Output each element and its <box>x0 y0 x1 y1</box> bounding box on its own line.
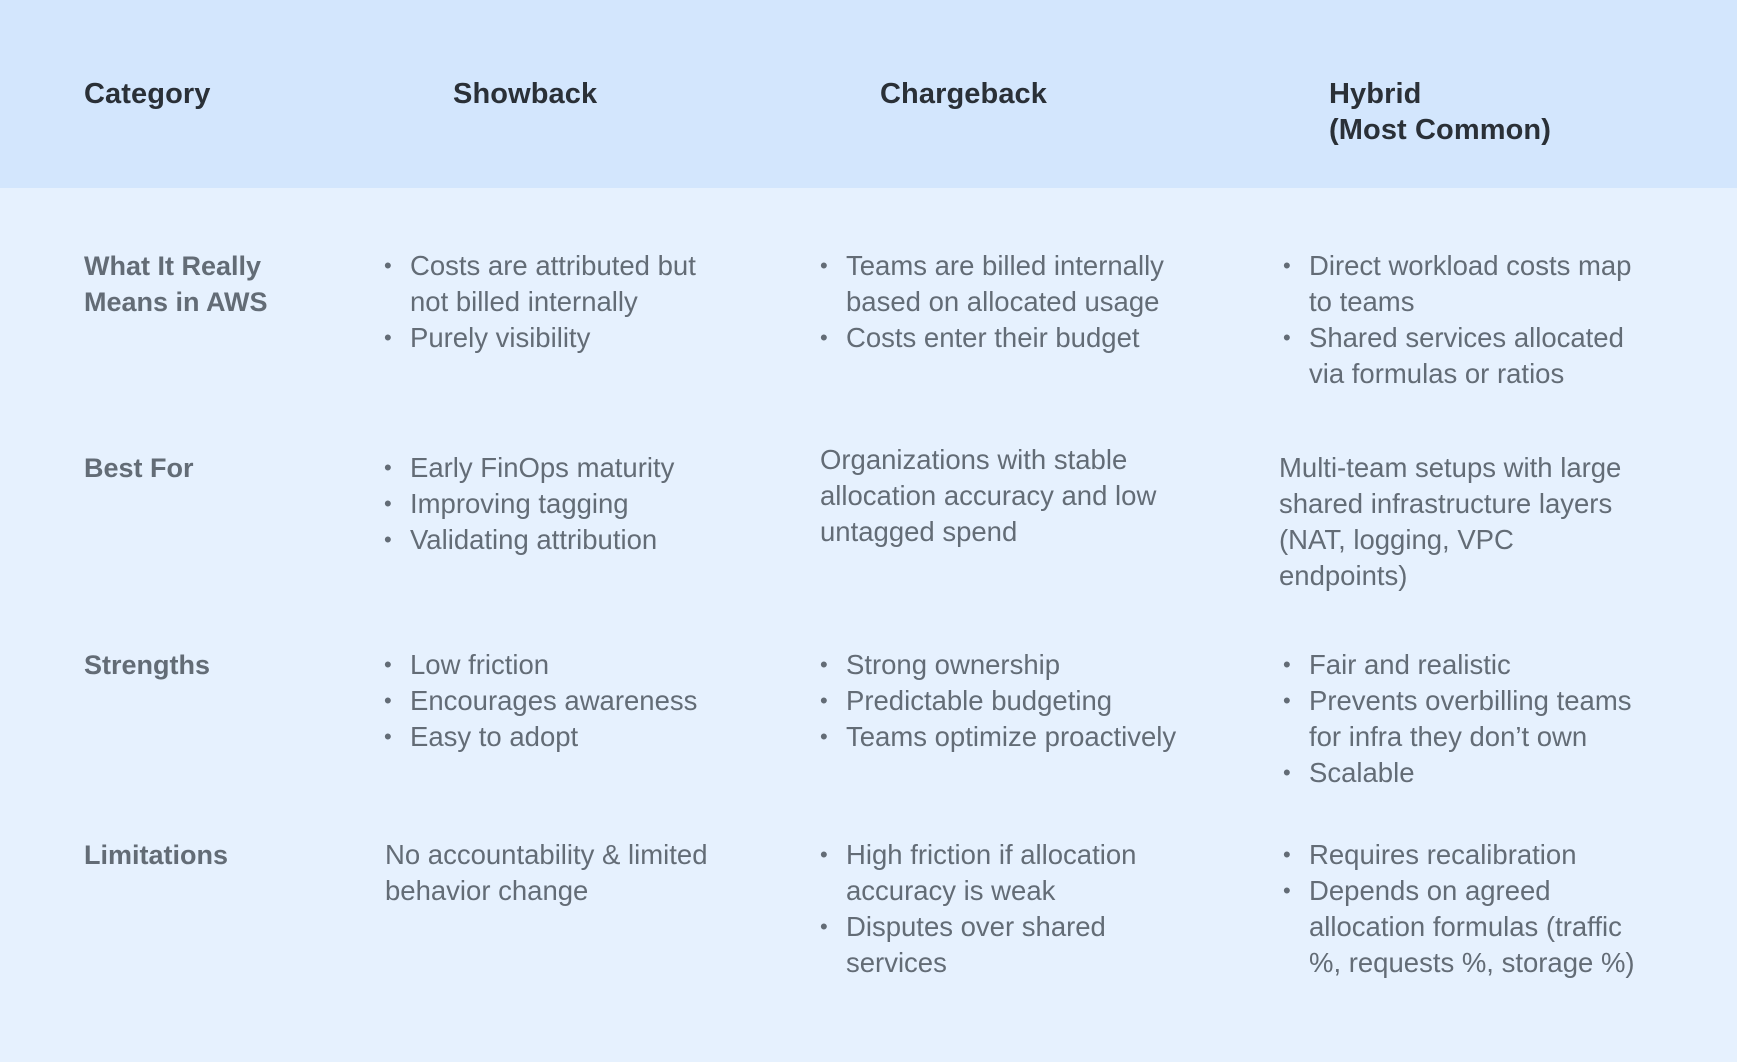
cell-meaning-showback <box>384 248 696 356</box>
cell-best-for-showback <box>384 450 674 558</box>
list-item: • Purely visibility <box>384 320 696 356</box>
list-item: • Direct workload costs map to teams <box>1283 248 1631 320</box>
list-item: • Encourages awareness <box>384 683 697 719</box>
table-header <box>0 0 1737 188</box>
cell-limitations-chargeback <box>820 837 1136 981</box>
cell-limitations-showback: No accountability & limited behavior change <box>385 839 708 906</box>
cell-best-for-chargeback: Organizations with stable allocation accuracy and low untagged spend <box>820 444 1157 547</box>
list-item: • Costs are attributed but not billed internally <box>384 248 696 320</box>
list-item: • High friction if allocation accuracy is weak <box>820 837 1136 909</box>
row-label-best-for: Best For <box>84 453 194 483</box>
header-showback: Showback <box>453 78 598 110</box>
row-label-strengths: Strengths <box>84 650 211 680</box>
list-item: • Improving tagging <box>384 486 674 522</box>
list-item: • Disputes over shared services <box>820 909 1136 981</box>
row-label-meaning: What It Really Means in AWS <box>84 251 268 317</box>
cell-strengths-hybrid <box>1283 647 1632 791</box>
list-item: • Early FinOps maturity <box>384 450 674 486</box>
list-item: • Prevents overbilling teams for infra they don’t own <box>1283 683 1632 755</box>
list-item: • Shared services allocated via formulas or ratios <box>1283 320 1631 392</box>
cell-meaning-hybrid <box>1283 248 1631 392</box>
list-item: • Depends on agreed allocation formulas (traffic %, requests %, storage %) <box>1283 873 1635 981</box>
list-item: • Validating attribution <box>384 522 674 558</box>
cell-best-for-hybrid: Multi-team setups with large shared infrastructure layers (NAT, logging, VPC endpoints) <box>1279 452 1622 591</box>
list-item: • Teams are billed internally based on allocated usage <box>820 248 1164 320</box>
list-item: • Scalable <box>1283 755 1632 791</box>
header-hybrid: Hybrid (Most Common) <box>1329 78 1551 146</box>
cell-limitations-hybrid <box>1283 837 1635 981</box>
header-chargeback: Chargeback <box>880 78 1048 110</box>
list-item: • Teams optimize proactively <box>820 719 1176 755</box>
list-item: • Costs enter their budget <box>820 320 1164 356</box>
cell-strengths-chargeback <box>820 647 1176 755</box>
list-item: • Strong ownership <box>820 647 1176 683</box>
header-category: Category <box>84 78 211 110</box>
list-item: • Requires recalibration <box>1283 837 1635 873</box>
row-label-limitations: Limitations <box>84 840 229 870</box>
list-item: • Fair and realistic <box>1283 647 1632 683</box>
list-item: • Easy to adopt <box>384 719 697 755</box>
list-item: • Predictable budgeting <box>820 683 1176 719</box>
list-item: • Low friction <box>384 647 697 683</box>
cell-meaning-chargeback <box>820 248 1164 356</box>
cell-strengths-showback <box>384 647 697 755</box>
